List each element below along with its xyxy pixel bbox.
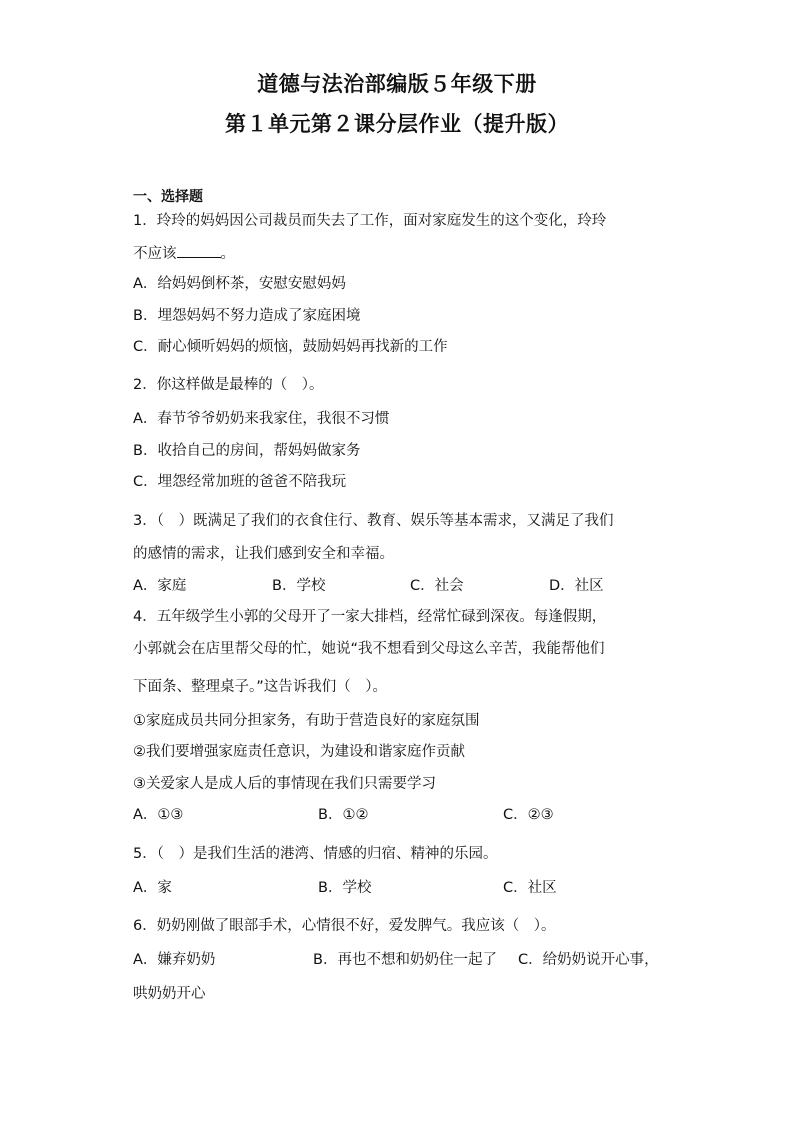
option-a: A．家庭 xyxy=(133,578,187,594)
option-a: A．春节爷爷奶奶来我家住，我很不习惯 xyxy=(133,411,390,427)
stem-text: 。 xyxy=(220,246,235,262)
option-c: C．社会 xyxy=(410,578,464,594)
option-c: C．耐心倾听妈妈的烦恼，鼓励妈妈再找新的工作 xyxy=(133,339,448,355)
statement-3: ③关爱家人是成人后的事情现在我们只需要学习 xyxy=(133,776,436,792)
question-stem: 3．（ ）既满足了我们的衣食住行、教育、娱乐等基本需求，又满足了我们 xyxy=(133,513,614,529)
question-stem: 5．（ ）是我们生活的港湾、情感的归宿、精神的乐园。 xyxy=(133,846,498,862)
statement-1: ①家庭成员共同分担家务，有助于营造良好的家庭氛围 xyxy=(133,713,480,729)
page-subtitle: 第１单元第２课分层作业（提升版） xyxy=(225,112,569,136)
question-stem: 2．你这样做是最棒的（ ）。 xyxy=(133,377,324,393)
question-stem xyxy=(133,243,235,264)
question-stem: 1．玲玲的妈妈因公司裁员而失去了工作，面对家庭发生的这个变化，玲玲 xyxy=(133,213,607,229)
option-b: B．①② xyxy=(318,807,369,823)
option-b: B．学校 xyxy=(318,880,372,896)
option-b: B．再也不想和奶奶住一起了 xyxy=(313,952,497,968)
option-a: A．①③ xyxy=(133,807,184,823)
page-title: 道德与法治部编版５年级下册 xyxy=(257,72,537,96)
option-a: A．给妈妈倒杯茶，安慰安慰妈妈 xyxy=(133,276,346,292)
option-c-continued: 哄奶奶开心 xyxy=(133,986,206,1002)
answer-blank xyxy=(177,243,221,258)
question-stem: 小郭就会在店里帮父母的忙，她说“我不想看到父母这么辛苦，我能帮他们 xyxy=(133,641,605,657)
option-a: A．嫌弃奶奶 xyxy=(133,952,216,968)
statement-2: ②我们要增强家庭责任意识，为建设和谐家庭作贡献 xyxy=(133,744,465,760)
option-c: C．给奶奶说开心事， xyxy=(518,952,659,968)
option-d: D．社区 xyxy=(549,578,604,594)
option-c: C．埋怨经常加班的爸爸不陪我玩 xyxy=(133,474,347,490)
option-a: A．家 xyxy=(133,880,172,896)
option-b: B．收拾自己的房间，帮妈妈做家务 xyxy=(133,443,361,459)
option-c: C．社区 xyxy=(503,880,557,896)
question-stem: 4．五年级学生小郭的父母开了一家大排档，经常忙碌到深夜。每逢假期， xyxy=(133,609,607,625)
section-heading: 一、选择题 xyxy=(133,189,203,205)
question-stem: 下面条、整理桌子。”这告诉我们（ ）。 xyxy=(133,679,388,695)
option-c: C．②③ xyxy=(503,807,554,823)
question-stem: 6．奶奶刚做了眼部手术，心情很不好，爱发脾气。我应该（ ）。 xyxy=(133,918,556,934)
option-b: B．埋怨妈妈不努力造成了家庭困境 xyxy=(133,308,361,324)
option-b: B．学校 xyxy=(272,578,326,594)
question-stem: 的感情的需求，让我们感到安全和幸福。 xyxy=(133,546,394,562)
stem-text: 不应该 xyxy=(133,246,177,262)
